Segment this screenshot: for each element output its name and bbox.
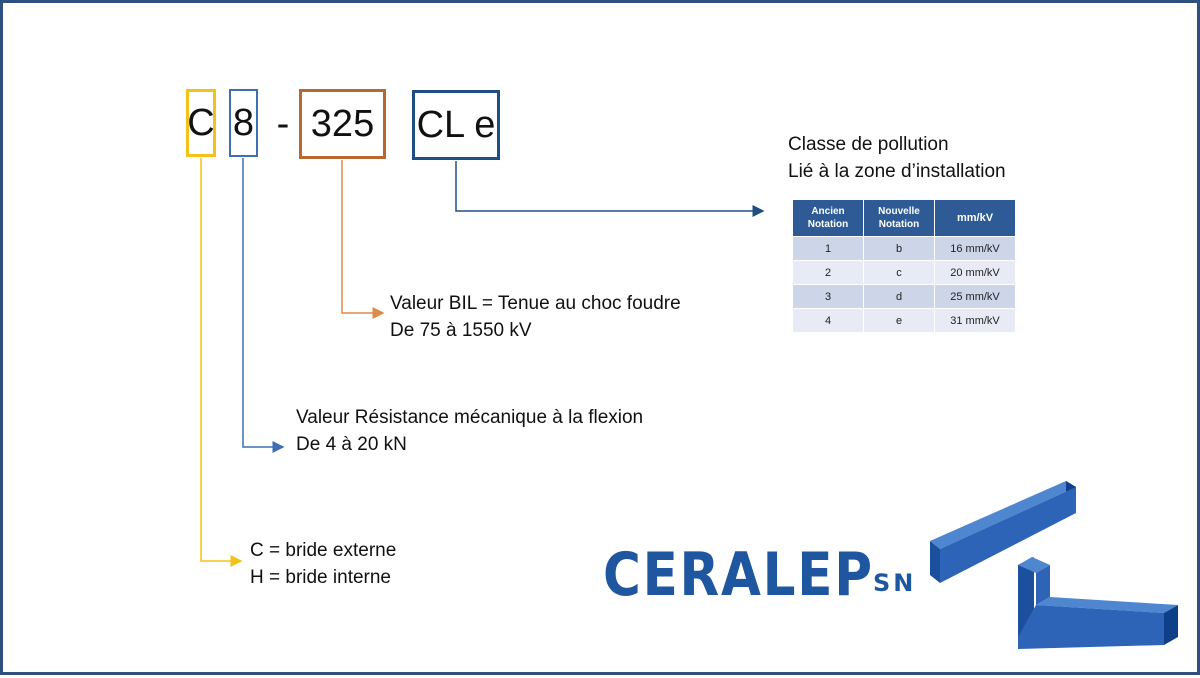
- table-cell: 3: [793, 285, 863, 308]
- table-row: [793, 261, 1015, 284]
- code-flexion-box: 8: [229, 89, 258, 157]
- ceralep-logo-suffix: SN: [873, 569, 917, 597]
- code-bil-box: 325: [299, 89, 386, 159]
- table-row: [793, 309, 1015, 332]
- table-cell: 2: [793, 261, 863, 284]
- flexion-title: Valeur Résistance mécanique à la flexion: [296, 407, 644, 428]
- table-cell: 1: [793, 237, 863, 260]
- bil-annotation: [390, 290, 681, 344]
- bil-title: Valeur BIL = Tenue au choc foudre: [390, 293, 681, 314]
- pollution-title: Classe de pollution: [788, 134, 949, 155]
- table-cell: e: [864, 309, 934, 332]
- code-pollution-box: CL e: [412, 90, 500, 160]
- flange-internal: H = bride interne: [250, 567, 391, 588]
- flange-annotation: [250, 537, 396, 591]
- table-cell: d: [864, 285, 934, 308]
- connector-325: [342, 160, 383, 313]
- connector-cle: [456, 161, 763, 211]
- pollution-class-table: [792, 199, 1016, 333]
- connector-c: [201, 158, 241, 561]
- flexion-range: De 4 à 20 kN: [296, 434, 407, 455]
- table-cell: 4: [793, 309, 863, 332]
- col-header-old: Ancien Notation: [793, 200, 863, 236]
- col-header-new: Nouvelle Notation: [864, 200, 934, 236]
- table-header-row: [793, 200, 1015, 236]
- flexion-annotation: [296, 404, 643, 458]
- ceralep-logo-mark-icon: [928, 479, 1183, 654]
- table-cell: 31 mm/kV: [935, 309, 1015, 332]
- col-header-mmkv: mm/kV: [935, 200, 1015, 236]
- table-row: [793, 237, 1015, 260]
- table-cell: b: [864, 237, 934, 260]
- connector-8: [243, 158, 283, 447]
- table-cell: 20 mm/kV: [935, 261, 1015, 284]
- flange-external: C = bride externe: [250, 540, 397, 561]
- code-dash: -: [276, 102, 290, 145]
- ceralep-logo-text: CERALEP: [603, 540, 874, 610]
- table-cell: 16 mm/kV: [935, 237, 1015, 260]
- bil-range: De 75 à 1550 kV: [390, 320, 532, 341]
- pollution-subtitle: Lié à la zone d’installation: [788, 161, 1006, 182]
- code-flange-box: C: [186, 89, 216, 157]
- table-cell: 25 mm/kV: [935, 285, 1015, 308]
- table-cell: c: [864, 261, 934, 284]
- pollution-annotation: [788, 131, 1006, 185]
- table-row: [793, 285, 1015, 308]
